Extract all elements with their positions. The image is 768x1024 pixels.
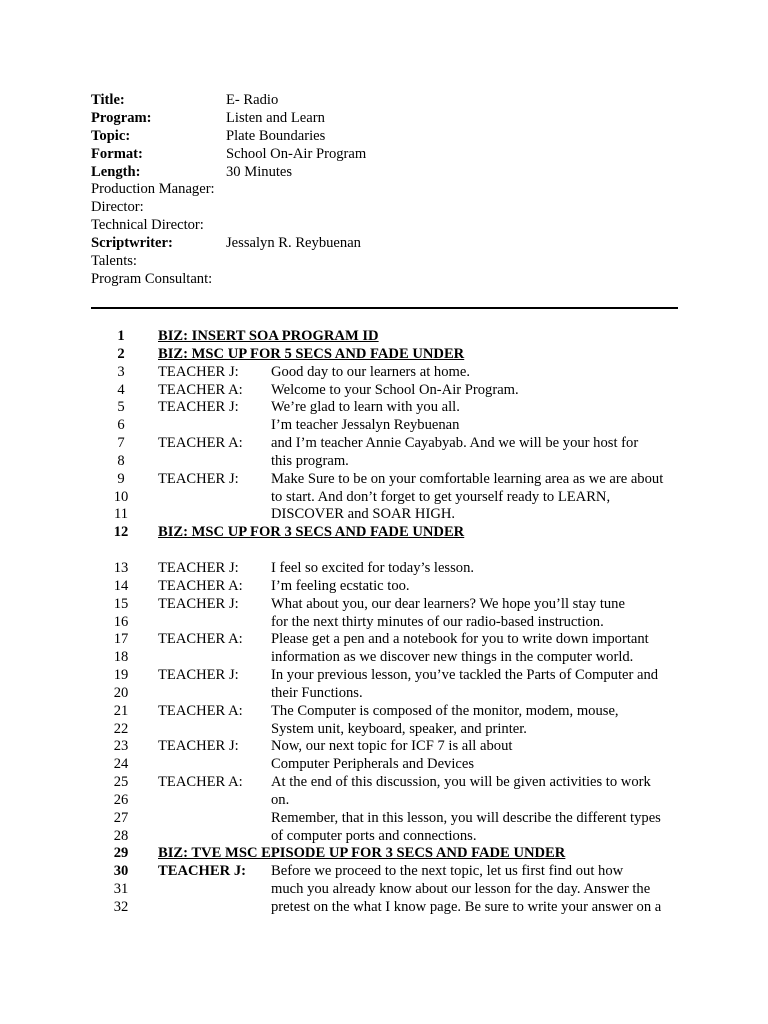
line-number: 26 [113, 791, 129, 808]
script-line [0, 685, 768, 703]
speaker-label: TEACHER A: [158, 577, 243, 594]
dialogue-text: on. [271, 791, 290, 808]
line-number: 29 [113, 845, 129, 862]
dialogue-text: Before we proceed to the next topic, let us first find out how [271, 863, 624, 880]
speaker-label: TEACHER A: [158, 435, 243, 452]
dialogue-text: Remember, that in this lesson, you will describe the different types [271, 809, 661, 826]
line-number: 22 [113, 720, 129, 737]
header-label: Director: [91, 199, 144, 216]
line-number: 32 [113, 899, 129, 915]
dialogue-text: this program. [271, 452, 349, 469]
script-body [0, 328, 768, 917]
line-number: 19 [113, 667, 129, 684]
header-row [91, 146, 691, 164]
biz-cue: BIZ: MSC UP FOR 3 SECS AND FADE UNDER [158, 524, 465, 541]
speaker-label: TEACHER A: [158, 774, 243, 791]
dialogue-text: We’re glad to learn with you all. [271, 399, 460, 416]
header-row [91, 181, 691, 199]
header-row [91, 199, 691, 217]
script-line [0, 382, 768, 400]
dialogue-text: of computer ports and connections. [271, 827, 477, 844]
header-value: 30 Minutes [226, 163, 293, 180]
header-label: Program: [91, 109, 152, 126]
dialogue-text: DISCOVER and SOAR HIGH. [271, 506, 456, 523]
line-number: 21 [113, 702, 129, 719]
dialogue-text: The Computer is composed of the monitor, modem, mouse, [271, 702, 619, 719]
header-divider [91, 307, 678, 309]
speaker-label: TEACHER J: [158, 470, 239, 487]
script-line [0, 649, 768, 667]
line-number: 20 [113, 684, 129, 701]
speaker-label: TEACHER J: [158, 363, 239, 380]
header-value: Jessalyn R. Reybuenan [226, 235, 361, 252]
script-line [0, 667, 768, 685]
script-line [0, 489, 768, 507]
script-header [91, 92, 691, 289]
script-line [0, 471, 768, 489]
header-row [91, 217, 691, 235]
line-number: 7 [117, 435, 125, 452]
speaker-label: TEACHER J: [158, 738, 239, 755]
dialogue-text: At the end of this discussion, you will be given activities to work [271, 774, 651, 791]
dialogue-text: to start. And don’t forget to get yourself ready to LEARN, [271, 488, 611, 505]
line-number: 24 [113, 756, 129, 773]
header-row [91, 253, 691, 271]
header-label: Talents: [91, 253, 137, 270]
dialogue-text: I’m feeling ecstatic too. [271, 577, 410, 594]
script-line [0, 506, 768, 524]
dialogue-text: Good day to our learners at home. [271, 363, 470, 380]
biz-cue: BIZ: TVE MSC EPISODE UP FOR 3 SECS AND FADE UNDER [158, 845, 566, 862]
biz-cue: BIZ: INSERT SOA PROGRAM ID [158, 328, 379, 344]
script-line [0, 346, 768, 364]
dialogue-text: What about you, our dear learners? We hope you’ll stay tune [271, 595, 625, 612]
line-number: 8 [117, 452, 125, 469]
speaker-label: TEACHER J: [158, 863, 246, 880]
dialogue-text: Make Sure to be on your comfortable learning area as we are about [271, 470, 664, 487]
header-label: Format: [91, 145, 143, 162]
line-number: 5 [117, 399, 125, 416]
line-number: 9 [117, 470, 125, 487]
script-line [0, 774, 768, 792]
line-number: 1 [117, 328, 125, 344]
script-line [0, 614, 768, 632]
script-line [0, 435, 768, 453]
script-line [0, 328, 768, 346]
script-line [0, 721, 768, 739]
header-row [91, 110, 691, 128]
script-line [0, 596, 768, 614]
line-number: 30 [113, 863, 129, 880]
header-label: Program Consultant: [91, 270, 213, 287]
dialogue-text: Now, our next topic for ICF 7 is all about [271, 738, 513, 755]
line-number: 27 [113, 809, 129, 826]
header-label: Production Manager: [91, 181, 215, 198]
line-number: 25 [113, 774, 129, 791]
header-value: E- Radio [226, 92, 279, 108]
header-row [91, 92, 691, 110]
line-number: 2 [117, 345, 125, 362]
script-line [0, 631, 768, 649]
script-line [0, 524, 768, 542]
line-number: 12 [113, 524, 129, 541]
speaker-label: TEACHER J: [158, 399, 239, 416]
speaker-label: TEACHER A: [158, 702, 243, 719]
header-label: Length: [91, 163, 141, 180]
script-line [0, 810, 768, 828]
speaker-label: TEACHER J: [158, 595, 239, 612]
dialogue-text: information as we discover new things in the computer world. [271, 649, 634, 666]
header-row [91, 128, 691, 146]
dialogue-text: I feel so excited for today’s lesson. [271, 559, 475, 576]
dialogue-text: In your previous lesson, you’ve tackled the Parts of Computer and [271, 667, 659, 684]
line-number: 31 [113, 881, 129, 898]
biz-cue: BIZ: MSC UP FOR 5 SECS AND FADE UNDER [158, 345, 465, 362]
script-line [0, 560, 768, 578]
speaker-label: TEACHER A: [158, 631, 243, 648]
script-line [0, 863, 768, 881]
blank-line [0, 542, 768, 560]
line-number: 11 [113, 506, 129, 523]
speaker-label: TEACHER J: [158, 559, 239, 576]
dialogue-text: much you already know about our lesson for the day. Answer the [271, 881, 651, 898]
header-value: Listen and Learn [226, 109, 325, 126]
script-line [0, 738, 768, 756]
script-line [0, 453, 768, 471]
dialogue-text: I’m teacher Jessalyn Reybuenan [271, 417, 460, 434]
header-label: Topic: [91, 127, 131, 144]
dialogue-text: Computer Peripherals and Devices [271, 756, 475, 773]
line-number: 14 [113, 577, 129, 594]
header-label: Technical Director: [91, 217, 204, 234]
script-line [0, 845, 768, 863]
script-line [0, 756, 768, 774]
line-number: 16 [113, 613, 129, 630]
script-line [0, 899, 768, 917]
line-number: 28 [113, 827, 129, 844]
script-line [0, 703, 768, 721]
header-label: Scriptwriter: [91, 235, 173, 252]
line-number: 6 [117, 417, 125, 434]
dialogue-text: Welcome to your School On-Air Program. [271, 381, 519, 398]
line-number: 15 [113, 595, 129, 612]
line-number: 13 [113, 559, 129, 576]
dialogue-text: Please get a pen and a notebook for you to write down important [271, 631, 649, 648]
line-number: 18 [113, 649, 129, 666]
speaker-label: TEACHER A: [158, 381, 243, 398]
header-row [91, 271, 691, 289]
dialogue-text: pretest on the what I know page. Be sure to write your answer on a [271, 899, 662, 915]
line-number: 3 [117, 363, 125, 380]
dialogue-text: their Functions. [271, 684, 363, 701]
header-label: Title: [91, 92, 125, 108]
line-number: 10 [113, 488, 129, 505]
header-row [91, 235, 691, 253]
script-line [0, 828, 768, 846]
dialogue-text: for the next thirty minutes of our radio-based instruction. [271, 613, 604, 630]
dialogue-text: and I’m teacher Annie Cayabyab. And we will be your host for [271, 435, 639, 452]
script-line [0, 792, 768, 810]
speaker-label: TEACHER J: [158, 667, 239, 684]
line-number: 23 [113, 738, 129, 755]
script-line [0, 881, 768, 899]
header-row [91, 164, 691, 182]
header-value: Plate Boundaries [226, 127, 326, 144]
script-line [0, 417, 768, 435]
script-line [0, 364, 768, 382]
line-number: 17 [113, 631, 129, 648]
line-number: 4 [117, 381, 125, 398]
header-value: School On-Air Program [226, 145, 367, 162]
dialogue-text: System unit, keyboard, speaker, and printer. [271, 720, 527, 737]
script-line [0, 578, 768, 596]
script-line [0, 399, 768, 417]
